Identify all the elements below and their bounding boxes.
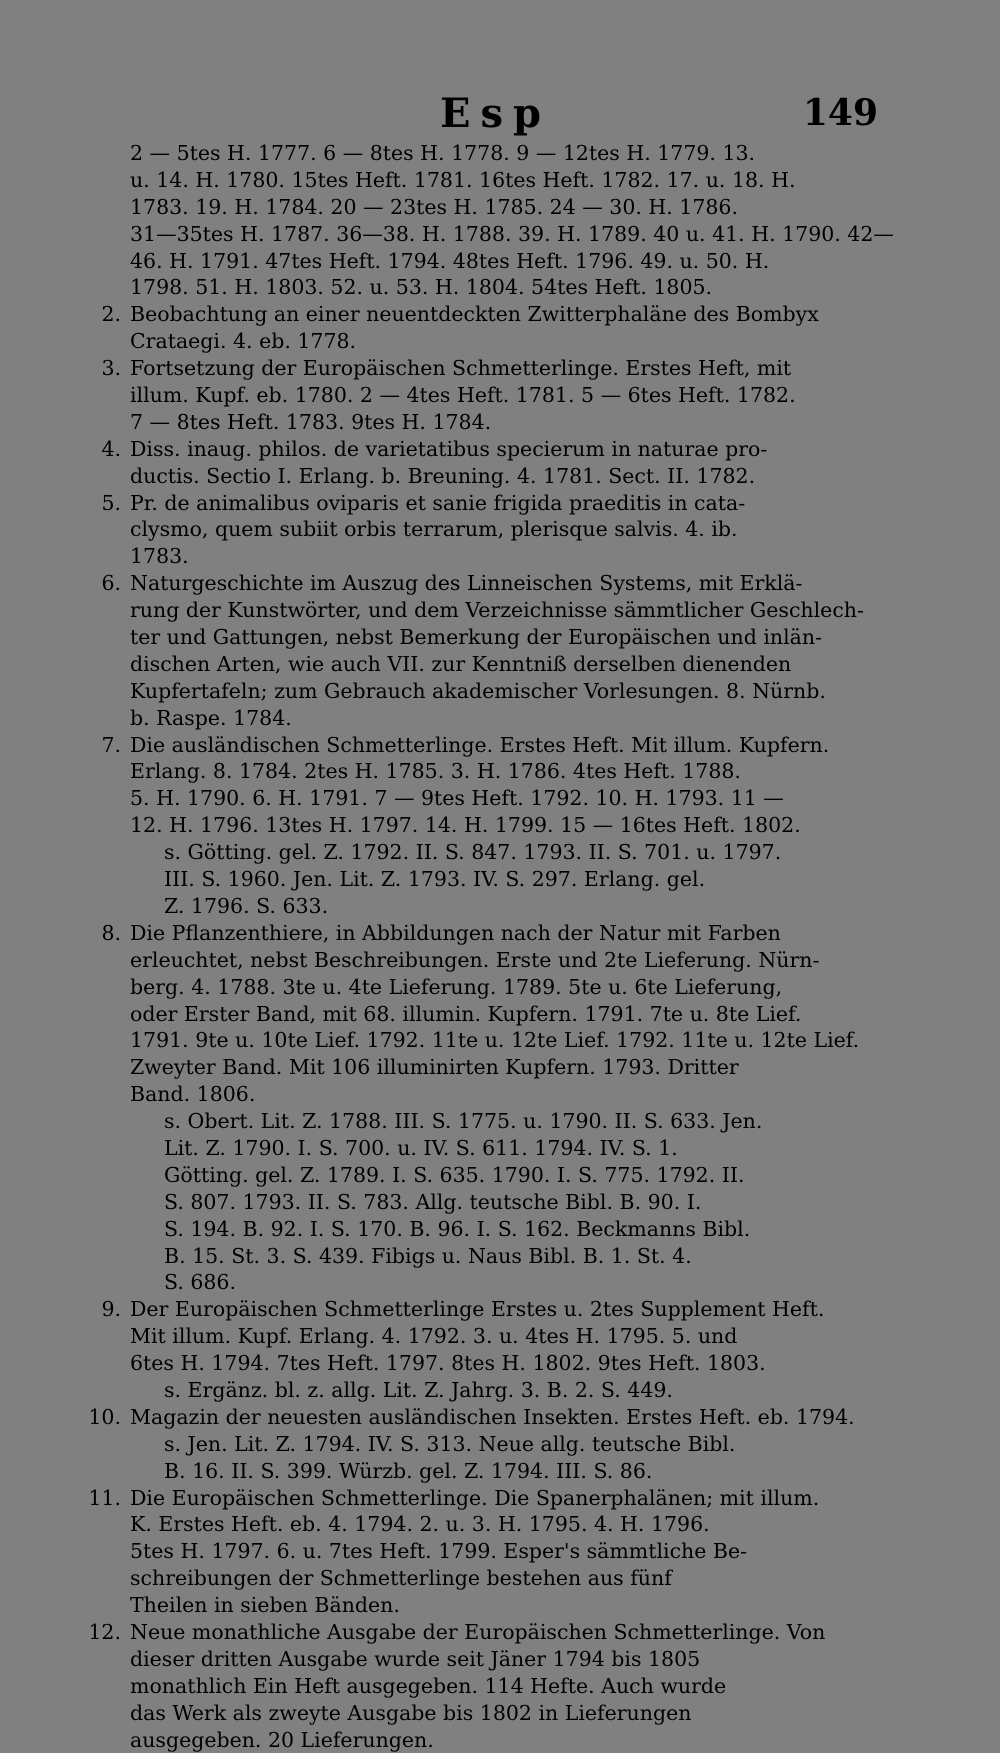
entry-number: 4. [101,436,121,461]
entry-number: 2. [101,302,121,327]
entry-number: 3. [101,356,121,381]
entry-number: 6. [101,571,121,596]
entry-line: dischen Arten, wie auch VII. zur Kenntniß derselben dienenden [130,651,792,676]
review-reference-line: III. S. 1960. Jen. Lit. Z. 1793. IV. S. 297. Erlang. gel. [164,867,706,892]
bibliography-entry [101,436,870,490]
entry-line: 1791. 9te u. 10te Lief. 1792. 11te u. 12te Lief. 1792. 11te u. 12te Lief. [130,1028,860,1053]
review-reference-line: s. Jen. Lit. Z. 1794. IV. S. 313. Neue allg. teutsche Bibl. [164,1431,736,1456]
review-reference-line: Götting. gel. Z. 1789. I. S. 635. 1790. I. S. 775. 1792. II. [164,1162,745,1187]
entry-line: erleuchtet, nebst Beschreibungen. Erste und 2te Lieferung. Nürn- [130,947,820,972]
entry-line: 5. H. 1790. 6. H. 1791. 7 — 9tes Heft. 1792. 10. H. 1793. 11 — [130,786,784,811]
review-reference-line: Lit. Z. 1790. I. S. 700. u. IV. S. 611. 1794. IV. S. 1. [164,1135,678,1160]
review-reference-line: s. Obert. Lit. Z. 1788. III. S. 1775. u. 1790. II. S. 633. Jen. [164,1109,763,1134]
bibliography-entry [101,570,870,731]
review-reference-line: S. 686. [164,1270,236,1295]
entry-line: 7 — 8tes Heft. 1783. 9tes H. 1784. [130,409,492,434]
bibliography-entry [88,1404,870,1485]
page-body [88,140,894,1753]
entry-line: Band. 1806. [130,1082,256,1107]
entry-line: Neue monathliche Ausgabe der Europäischen Schmetterlinge. Von [130,1619,826,1644]
entry-line: schreibungen der Schmetterlinge bestehen aus fünf [130,1566,672,1591]
bibliography-entry [101,920,870,1296]
review-reference-line: Z. 1796. S. 633. [164,893,329,918]
entry-line: Der Europäischen Schmetterlinge Erstes u. 2tes Supplement Heft. [130,1297,825,1322]
entry-line: clysmo, quem subiit orbis terrarum, plerisque salvis. 4. ib. [130,517,738,542]
entry-line: K. Erstes Heft. eb. 4. 1794. 2. u. 3. H. 1795. 4. H. 1796. [130,1512,710,1537]
entry-number: 7. [101,732,121,757]
bibliography-entry [101,1296,870,1404]
entry-number: 12. [88,1619,121,1644]
bibliography-entry [101,355,870,436]
entry-line: Pr. de animalibus oviparis et sanie frigida praeditis in cata- [130,490,746,515]
review-reference-line: s. Götting. gel. Z. 1792. II. S. 847. 1793. II. S. 701. u. 1797. [164,840,782,865]
entry-line: Diss. inaug. philos. de varietatibus specierum in naturae pro- [130,436,768,461]
entry-line: monathlich Ein Heft ausgegeben. 114 Hefte. Auch wurde [130,1673,727,1698]
entry-line: ter und Gattungen, nebst Bemerkung der Europäischen und inlän- [130,625,823,650]
bibliography-entry [101,732,870,920]
continuation-line: u. 14. H. 1780. 15tes Heft. 1781. 16tes Heft. 1782. 17. u. 18. H. [130,167,796,192]
bibliography-entry [101,301,870,355]
entry-line: oder Erster Band, mit 68. illumin. Kupfern. 1791. 7te u. 8te Lief. [130,1001,802,1026]
entry-line: Crataegi. 4. eb. 1778. [130,329,357,354]
entry-line: Mit illum. Kupf. Erlang. 4. 1792. 3. u. 4tes H. 1795. 5. und [130,1324,738,1349]
entry-line: b. Raspe. 1784. [130,705,292,730]
entry-line: 5tes H. 1797. 6. u. 7tes Heft. 1799. Esper's sämmtliche Be- [130,1539,748,1564]
entry-line: ductis. Sectio I. Erlang. b. Breuning. 4. 1781. Sect. II. 1782. [130,463,756,488]
entry-line: illum. Kupf. eb. 1780. 2 — 4tes Heft. 1781. 5 — 6tes Heft. 1782. [130,383,796,408]
entry-line: Fortsetzung der Europäischen Schmetterlinge. Erstes Heft, mit [130,356,792,381]
entry-line: Zweyter Band. Mit 106 illuminirten Kupfern. 1793. Dritter [130,1055,739,1080]
entry-line: Naturgeschichte im Auszug des Linneischen Systems, mit Erklä- [130,571,803,596]
entry-line: Theilen in sieben Bänden. [130,1593,400,1618]
bibliography-entry [88,1485,870,1619]
entry-line: 1783. [130,544,189,569]
review-reference-line: B. 16. II. S. 399. Würzb. gel. Z. 1794. III. S. 86. [164,1458,653,1483]
review-reference-line: B. 15. St. 3. S. 439. Fibigs u. Naus Bibl. B. 1. St. 4. [164,1243,692,1268]
running-head: Esp [440,90,551,137]
entry-number: 8. [101,920,121,945]
review-reference-line: s. Ergänz. bl. z. allg. Lit. Z. Jahrg. 3. B. 2. S. 449. [164,1377,673,1402]
entry-line: Die Europäischen Schmetterlinge. Die Spanerphalänen; mit illum. [130,1485,820,1510]
entry-line: Die ausländischen Schmetterlinge. Erstes Heft. Mit illum. Kupfern. [130,732,830,757]
continuation-line: 1783. 19. H. 1784. 20 — 23tes H. 1785. 24 — 30. H. 1786. [130,194,738,219]
entry-number: 11. [88,1485,121,1510]
continuation-line: 46. H. 1791. 47tes Heft. 1794. 48tes Heft. 1796. 49. u. 50. H. [130,248,770,273]
entry-line: Kupfertafeln; zum Gebrauch akademischer Vorlesungen. 8. Nürnb. [130,678,826,703]
entry-line: dieser dritten Ausgabe wurde seit Jäner 1794 bis 1805 [130,1646,701,1671]
entry-number: 10. [88,1404,121,1429]
entry-line: berg. 4. 1788. 3te u. 4te Lieferung. 1789. 5te u. 6te Lieferung, [130,974,783,999]
entry-line: das Werk als zweyte Ausgabe bis 1802 in Lieferungen [130,1700,692,1725]
entry-number: 9. [101,1297,121,1322]
bibliography-entry [101,490,870,571]
review-reference-line: S. 807. 1793. II. S. 783. Allg. teutsche Bibl. B. 90. I. [164,1189,702,1214]
continuation-line: 31—35tes H. 1787. 36—38. H. 1788. 39. H. 1789. 40 u. 41. H. 1790. 42— [130,221,894,246]
entry-line: rung der Kunstwörter, und dem Verzeichnisse sämmtlicher Geschlech- [130,598,864,623]
entry-line: Beobachtung an einer neuentdeckten Zwitterphaläne des Bombyx [130,302,819,327]
entry-line: Die Pflanzenthiere, in Abbildungen nach der Natur mit Farben [130,920,781,945]
page-header [0,90,1000,140]
page-number: 149 [802,92,878,134]
entry-line: Erlang. 8. 1784. 2tes H. 1785. 3. H. 1786. 4tes Heft. 1788. [130,759,741,784]
continuation-line: 2 — 5tes H. 1777. 6 — 8tes H. 1778. 9 — 12tes H. 1779. 13. [130,141,756,165]
entry-line: Magazin der neuesten ausländischen Insekten. Erstes Heft. eb. 1794. [130,1404,855,1429]
entry-number: 5. [101,490,121,515]
entry-line: 12. H. 1796. 13tes H. 1797. 14. H. 1799. 15 — 16tes Heft. 1802. [130,813,801,838]
entry-line: ausgegeben. 20 Lieferungen. [130,1727,434,1752]
entry-line: 6tes H. 1794. 7tes Heft. 1797. 8tes H. 1802. 9tes Heft. 1803. [130,1351,766,1376]
bibliography-entry [88,1619,870,1753]
review-reference-line: S. 194. B. 92. I. S. 170. B. 96. I. S. 162. Beckmanns Bibl. [164,1216,751,1241]
continuation-line: 1798. 51. H. 1803. 52. u. 53. H. 1804. 54tes Heft. 1805. [130,275,713,300]
